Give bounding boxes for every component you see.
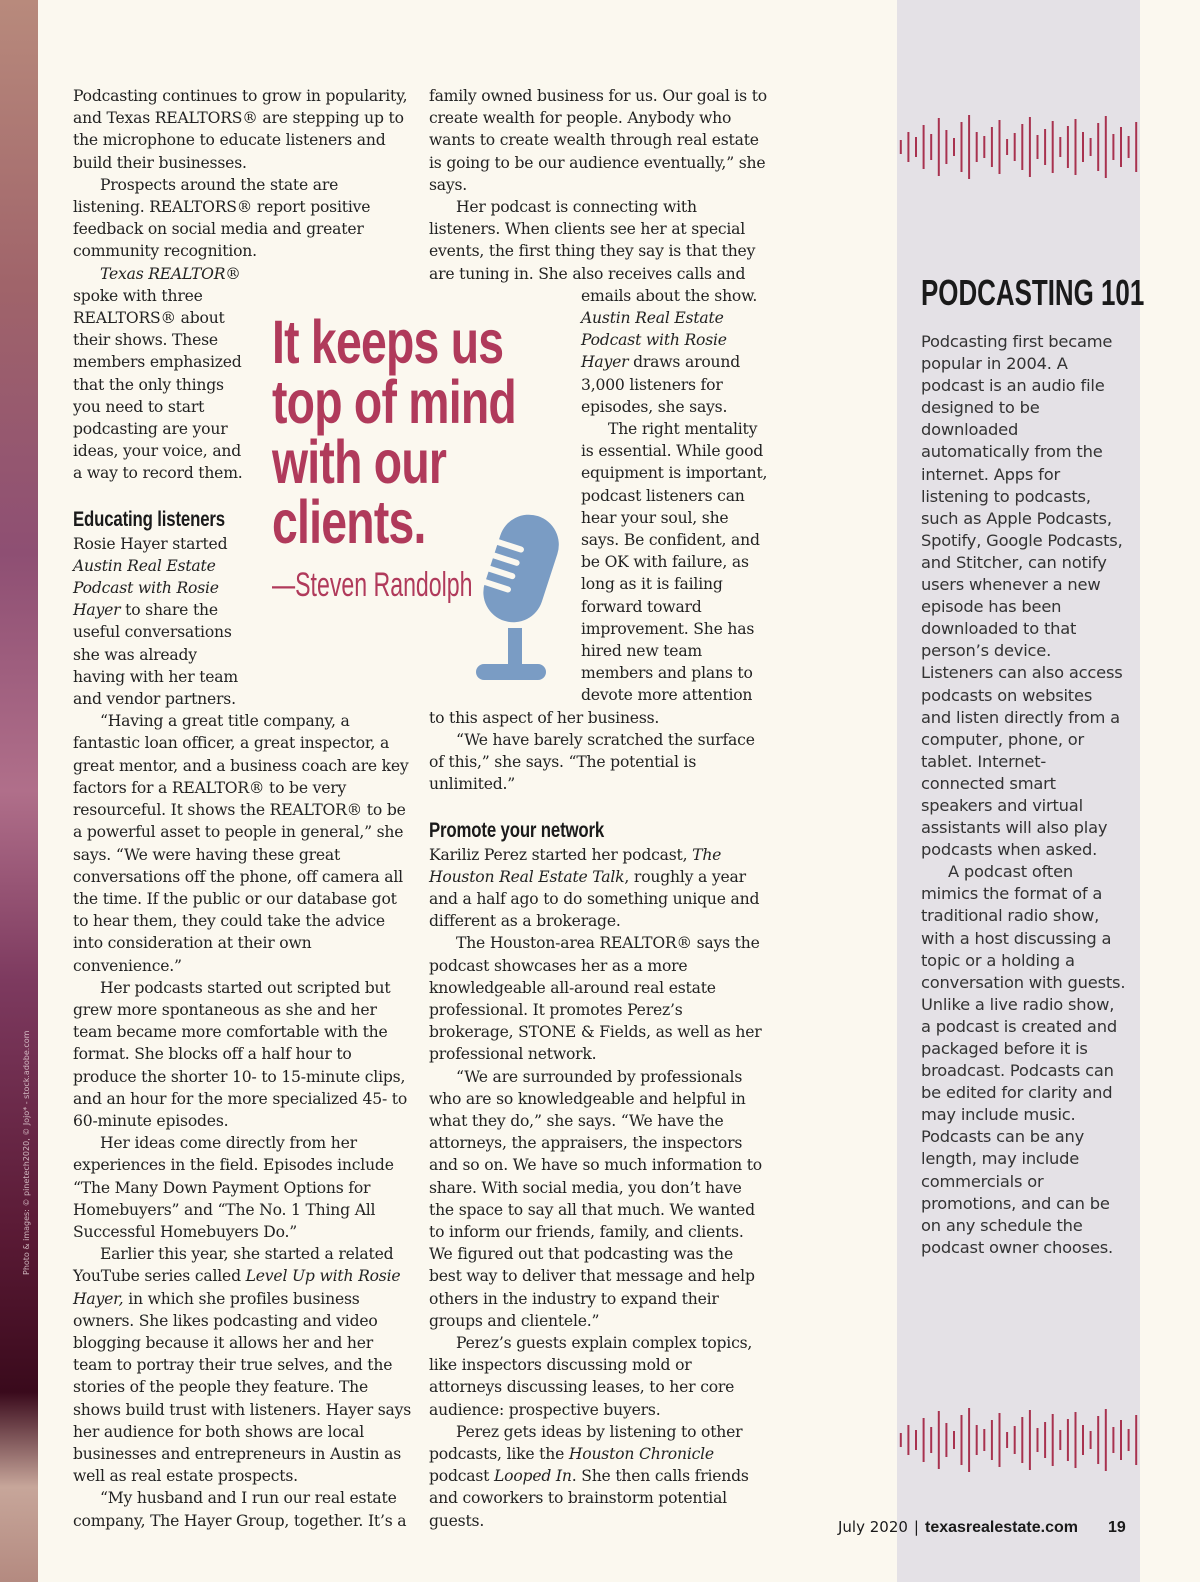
sidebar-title: PODCASTING 101: [921, 272, 1145, 313]
pull-quote-line: with our: [272, 428, 447, 496]
sound-wave-icon: [897, 1405, 1140, 1475]
paragraph: “My husband and I run our real estate company, The Hayer Group, together. It’s a: [73, 1489, 407, 1530]
paragraph: A podcast often mimics the format of a traditional radio show, with a host discussing a topic or a holding a conversation with guests. Unlike a live radio show, a podcast is created and packaged before it is broadcast. Podcasts can be edited for clarity and may include music. Podcasts can be any length, may include commercials or promotions, and can be on any schedule the podcast owner chooses.: [921, 862, 1126, 1257]
paragraph: Earlier this year, she started a related YouTube series called Level Up with Rosie Hayer, in which she profiles business owners. She likes podcasting and video blogging because it allows her and her team to portray their true selves, and the stories of the people they feature. The shows build trust with listeners. Hayer says her audience for both shows are local businesses and entrepreneurs in Austin as well as real estate prospects.: [73, 1245, 412, 1486]
paragraph: Rosie Hayer started Austin Real Estate Podcast with Rosie Hayer to share the useful conversations she was already having with her team and vendor partners.: [73, 534, 238, 709]
paragraph: Her podcast is connecting with listeners. When clients see her at special events, the first thing they say is that they are tuning in. She also receives calls and: [429, 198, 756, 283]
website-link[interactable]: texasrealestate.com: [924, 1519, 1078, 1536]
photo-credit: Photo & images: © pinetech2020, © Jojo* - stock.adobe.com: [22, 1030, 31, 1275]
paragraph: Podcasting continues to grow in popularity, and Texas REALTORS® are stepping up to the microphone to educate listeners and build their businesses.: [73, 87, 408, 172]
pull-quote-author: —Steven Randolph: [272, 566, 473, 604]
paragraph: Kariliz Perez started her podcast, The Houston Real Estate Talk, roughly a year and a half ago to do something unique and different as a brokerage.: [429, 845, 760, 931]
paragraph: “We have barely scratched the surface of this,” she says. “The potential is unlimited.”: [429, 730, 755, 794]
paragraph: Austin Real Estate Podcast with Rosie Hayer draws around 3,000 listeners for episodes, she says.: [581, 309, 740, 416]
article-column-2: [429, 85, 769, 1532]
pull-quote-line: It keeps us: [272, 308, 504, 376]
paragraph: Perez’s guests explain complex topics, like inspectors discussing mold or attorneys discussing leases, to her core audience: prospective buyers.: [429, 1333, 753, 1419]
pull-quote-line: top of mind: [272, 368, 516, 436]
paragraph: emails about the show.: [581, 286, 758, 305]
paragraph: “We are surrounded by professionals who are so knowledgeable and helpful in what they do,” she says. “We have the attorneys, the appraisers, the inspectors and so on. We have so much information to share. With social media, you don’t have the space to say all that much. We wanted to inform our friends, family, and clients. We figured out that podcasting was the best way to deliver that message and help others in the industry to expand their groups and clientele.”: [429, 1067, 762, 1330]
footer-separator: |: [913, 1518, 919, 1536]
pull-quote: [272, 308, 516, 556]
paragraph: The right mentality is essential. While good equipment is important, podcast listeners can hear your soul, she says. Be confident, and be OK with failure, as long as it is failing forward toward improvement. She has hired new team members and plans to devote more attention: [581, 420, 768, 705]
paragraph: family owned business for us. Our goal is to create wealth for people. Anybody who wants to create wealth through real estate is going to be our audience eventually,” she says.: [429, 87, 767, 194]
sound-wave-icon: [897, 112, 1140, 182]
issue-date: July 2020: [838, 1518, 908, 1536]
page-footer: [838, 1518, 1126, 1537]
page-number: 19: [1107, 1519, 1126, 1536]
subheading-educating-listeners: Educating listeners: [73, 507, 225, 531]
paragraph: to this aspect of her business.: [429, 708, 660, 727]
paragraph: Prospects around the state are listening. REALTORS® report positive feedback on social media and greater community recognition.: [73, 175, 371, 261]
subheading-promote-network: Promote your network: [429, 818, 605, 842]
paragraph: Podcasting first became popular in 2004. A podcast is an audio file designed to be downloaded automatically from the internet. Apps for listening to podcasts, such as Apple Podcasts, Spotify, Google Podcasts, and Stitcher, can notify users whenever a new episode has been downloaded to that person’s device. Listeners can also access podcasts on websites and listen directly from a computer, phone, or tablet. Internet-connected smart speakers and virtual assistants will also play podcasts when asked.: [921, 332, 1123, 860]
paragraph: Her ideas come directly from her experiences in the field. Episodes include “The Many Down Payment Options for Homebuyers” and “The No. 1 Thing All Successful Homebuyers Do.”: [73, 1134, 394, 1241]
sidebar-body: [921, 331, 1126, 1259]
photo-strip: [0, 0, 38, 1582]
microphone-icon: [468, 508, 568, 688]
paragraph: “Having a great title company, a fantastic loan officer, a great inspector, a great mentor, and a business coach are key factors for a REALTOR® to be very resourceful. It shows the REALTOR® to be a powerful asset to people in general,” she says. “We were having these great conversations off the phone, off camera all the time. If the public or our database got to hear them, they could take the advice into consideration at their own convenience.”: [73, 712, 409, 975]
paragraph: Perez gets ideas by listening to other podcasts, like the Houston Chronicle podcast Looped In. She then calls friends and coworkers to brainstorm potential guests.: [429, 1422, 749, 1530]
article-column-1: [73, 85, 413, 1532]
paragraph: The Houston-area REALTOR® says the podcast showcases her as a more knowledgeable all-around real estate professional. It promotes Perez’s brokerage, STONE & Fields, as well as her professional network.: [429, 934, 762, 1064]
pull-quote-line: clients.: [272, 488, 426, 556]
paragraph: Her podcasts started out scripted but grew more spontaneous as she and her team became more comfortable with the format. She blocks off a half hour to produce the shorter 10- to 15-minute clips, and an hour for the more specialized 45- to 60-minute episodes.: [73, 978, 408, 1130]
wrapped-text: [581, 285, 771, 707]
paragraph: Texas REALTOR® spoke with three REALTORS® about their shows. These members emphasized that the only things you need to start podcasting are your ideas, your voice, and a way to record them.: [73, 264, 243, 483]
